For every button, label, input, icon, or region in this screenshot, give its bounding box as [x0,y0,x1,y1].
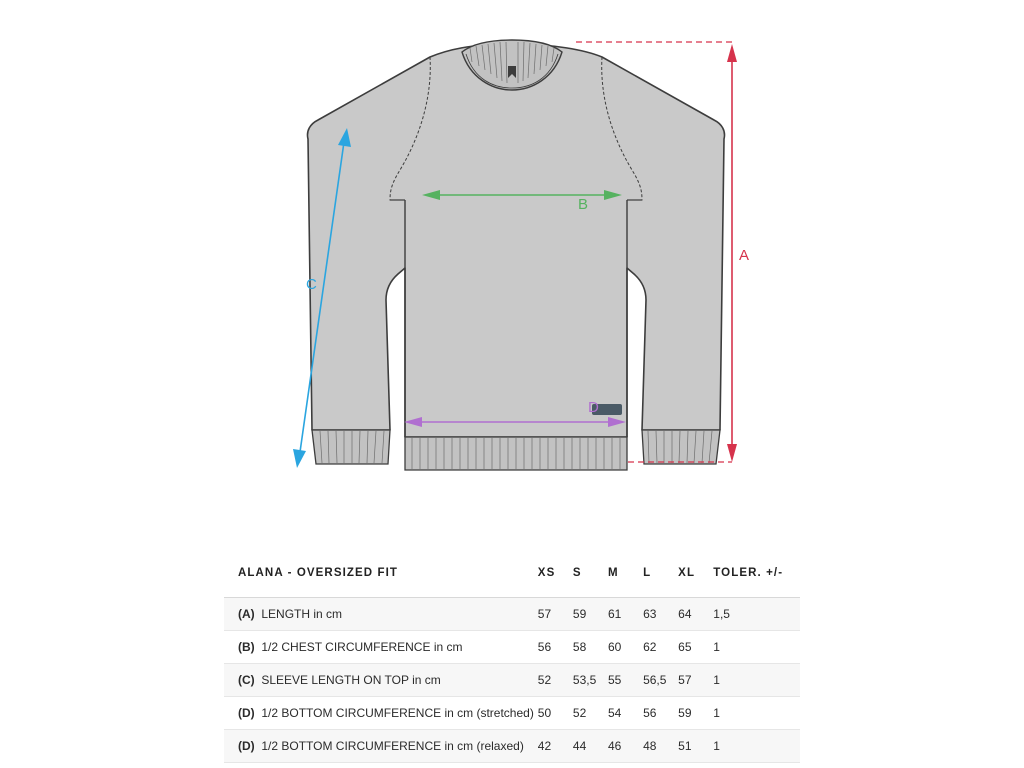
row-label [224,631,538,664]
cell-xs: 56 [538,631,573,664]
header-size-xs: XS [538,548,573,598]
left-cuff [312,430,390,464]
dimension-label-b: B [578,196,589,213]
cell-m: 61 [608,598,643,631]
header-product-name: ALANA - OVERSIZED FIT [224,548,538,598]
header-tolerance: TOLER. +/- [713,548,800,598]
row-label [224,664,538,697]
cell-m: 46 [608,730,643,763]
cell-tolerance: 1,5 [713,598,800,631]
cell-m: 60 [608,631,643,664]
row-name: 1/2 BOTTOM CIRCUMFERENCE in cm (relaxed) [261,739,524,753]
cell-s: 52 [573,697,608,730]
cell-tolerance: 1 [713,631,800,664]
table-row [224,598,800,631]
row-label [224,697,538,730]
row-tag: (D) [238,706,258,720]
cell-s: 53,5 [573,664,608,697]
cell-m: 55 [608,664,643,697]
cell-s: 44 [573,730,608,763]
row-name: 1/2 BOTTOM CIRCUMFERENCE in cm (stretched) [261,706,534,720]
right-cuff [642,430,720,464]
cell-l: 56 [643,697,678,730]
table-row [224,697,800,730]
bottom-hem [405,437,627,470]
row-tag: (D) [238,739,258,753]
cell-xs: 50 [538,697,573,730]
table-header-row [224,548,800,598]
cell-xs: 57 [538,598,573,631]
size-chart-table [224,548,800,763]
header-size-l: L [643,548,678,598]
garment-shape [307,44,724,437]
cell-l: 62 [643,631,678,664]
row-name: LENGTH in cm [261,607,343,621]
table-row [224,631,800,664]
cell-l: 63 [643,598,678,631]
cell-s: 58 [573,631,608,664]
header-size-xl: XL [678,548,713,598]
cell-tolerance: 1 [713,730,800,763]
row-name: 1/2 CHEST CIRCUMFERENCE in cm [261,640,463,654]
row-label [224,598,538,631]
row-label [224,730,538,763]
row-tag: (C) [238,673,258,687]
cell-tolerance: 1 [713,664,800,697]
cell-xs: 42 [538,730,573,763]
cell-l: 56,5 [643,664,678,697]
dimension-label-a: A [739,247,750,264]
row-tag: (B) [238,640,258,654]
cell-tolerance: 1 [713,697,800,730]
header-size-m: M [608,548,643,598]
table-row [224,730,800,763]
row-name: SLEEVE LENGTH ON TOP in cm [261,673,441,687]
cell-xl: 65 [678,631,713,664]
cell-m: 54 [608,697,643,730]
cell-l: 48 [643,730,678,763]
dimension-label-d: D [588,399,600,416]
table-row [224,664,800,697]
row-tag: (A) [238,607,258,621]
cell-xl: 59 [678,697,713,730]
cell-xs: 52 [538,664,573,697]
dimension-label-c: C [306,276,318,293]
cell-xl: 51 [678,730,713,763]
cell-s: 59 [573,598,608,631]
cell-xl: 57 [678,664,713,697]
header-size-s: S [573,548,608,598]
cell-xl: 64 [678,598,713,631]
